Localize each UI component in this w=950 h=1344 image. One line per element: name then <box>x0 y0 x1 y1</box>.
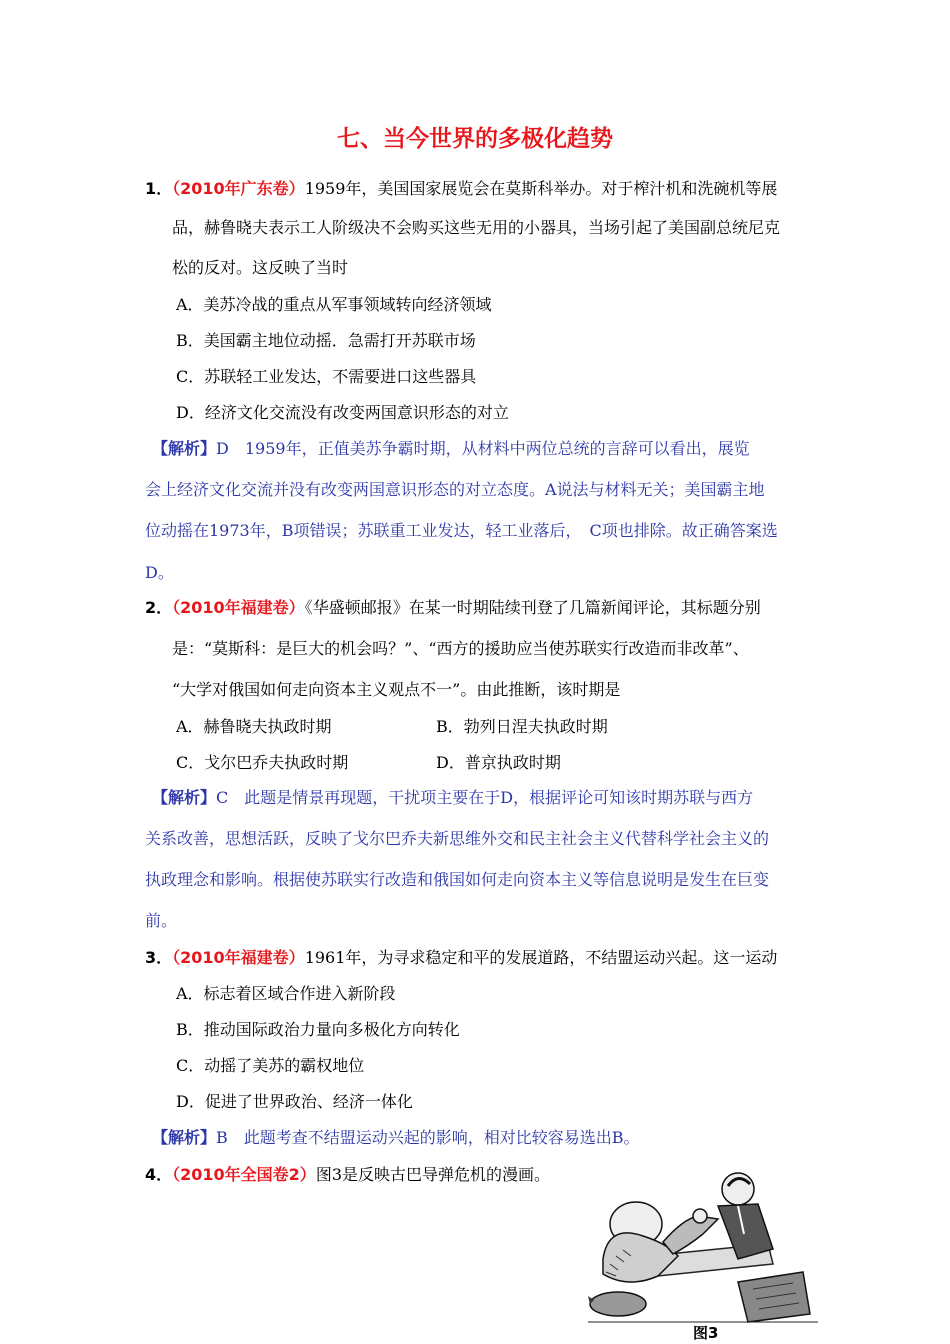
analysis-tag: 【解析】 <box>152 788 217 807</box>
analysis-text: 执政理念和影响。根据使苏联实行改造和俄国如何走向资本主义等信息说明是发生在巨变 <box>145 870 770 889</box>
option-c: C．戈尔巴乔夫执政时期 <box>176 753 349 772</box>
stem-text: 是：“莫斯科：是巨大的机会吗？”、“西方的援助应当使苏联实行改造而非改革”、 <box>172 639 749 658</box>
question-number: 1． <box>145 179 173 198</box>
analysis-tag: 【解析】 <box>152 439 217 458</box>
analysis-text: 位动摇在1973年，B项错误；苏联重工业发达，轻工业落后， C项也排除。故正确答案选 <box>145 521 778 540</box>
question-source: （2010年福建卷） <box>172 948 305 967</box>
analysis-3 <box>152 1127 640 1149</box>
option-c: C．动摇了美苏的霸权地位 <box>176 1056 365 1075</box>
stem-text: 《华盛顿邮报》在某一时期陆续刊登了几篇新闻评论，其标题分别 <box>304 598 761 617</box>
analysis-text: 关系改善，思想活跃，反映了戈尔巴乔夫新思维外交和民主社会主义代替科学社会主义的 <box>145 829 770 848</box>
question-source: （2010年福建卷） <box>172 598 305 617</box>
figure-caption: 图3 <box>693 1324 719 1342</box>
stem-text: “大学对俄国如何走向资本主义观点不一”。由此推断，该时期是 <box>172 680 621 699</box>
analysis-text: 前。 <box>145 911 178 930</box>
option-a: A．标志着区域合作进入新阶段 <box>176 984 396 1003</box>
option-b: B．美国霸主地位动摇．急需打开苏联市场 <box>176 331 476 350</box>
option-c: C．苏联轻工业发达，不需要进口这些器具 <box>176 367 477 386</box>
cartoon-image <box>588 1164 818 1324</box>
page-title: 七、当今世界的多极化趋势 <box>337 126 613 152</box>
question-source: （2010年广东卷） <box>172 179 305 198</box>
question-4-stem <box>145 1164 550 1186</box>
analysis-2 <box>152 787 753 809</box>
question-2-stem <box>145 597 761 619</box>
question-number: 3． <box>145 948 173 967</box>
stem-text: 1959年，美国国家展览会在莫斯科举办。对于榨汁机和洗碗机等展 <box>304 179 778 198</box>
analysis-1 <box>152 438 750 460</box>
stem-text: 1961年，为寻求稳定和平的发展道路，不结盟运动兴起。这一运动 <box>304 948 778 967</box>
option-b: B．勃列日涅夫执政时期 <box>436 717 608 736</box>
option-b: B．推动国际政治力量向多极化方向转化 <box>176 1020 460 1039</box>
analysis-text: B 此题考查不结盟运动兴起的影响，相对比较容易选出B。 <box>216 1128 640 1147</box>
option-d: D．促进了世界政治、经济一体化 <box>176 1092 413 1111</box>
question-number: 4． <box>145 1165 173 1184</box>
stem-text: 品，赫鲁晓夫表示工人阶级决不会购买这些无用的小器具，当场引起了美国副总统尼克 <box>172 218 781 237</box>
option-d: D．经济文化交流没有改变两国意识形态的对立 <box>176 403 509 422</box>
analysis-text: C 此题是情景再现题，干扰项主要在于D，根据评论可知该时期苏联与西方 <box>216 788 754 807</box>
question-3-stem <box>145 947 777 969</box>
stem-text: 图3是反映古巴导弹危机的漫画。 <box>315 1165 550 1184</box>
analysis-text: D。 <box>145 563 174 582</box>
analysis-text: 会上经济文化交流并没有改变两国意识形态的对立态度。A说法与材料无关；美国霸主地 <box>145 480 765 499</box>
option-d: D．普京执政时期 <box>436 753 561 772</box>
option-a: A．赫鲁晓夫执政时期 <box>176 717 332 736</box>
analysis-text: D 1959年，正值美苏争霸时期，从材料中两位总统的言辞可以看出，展览 <box>216 439 750 458</box>
question-number: 2． <box>145 598 173 617</box>
option-a: A．美苏冷战的重点从军事领域转向经济领域 <box>176 295 492 314</box>
question-1-stem <box>145 178 777 200</box>
question-source: （2010年全国卷2） <box>172 1165 316 1184</box>
analysis-tag: 【解析】 <box>152 1128 217 1147</box>
stem-text: 松的反对。这反映了当时 <box>172 258 349 277</box>
